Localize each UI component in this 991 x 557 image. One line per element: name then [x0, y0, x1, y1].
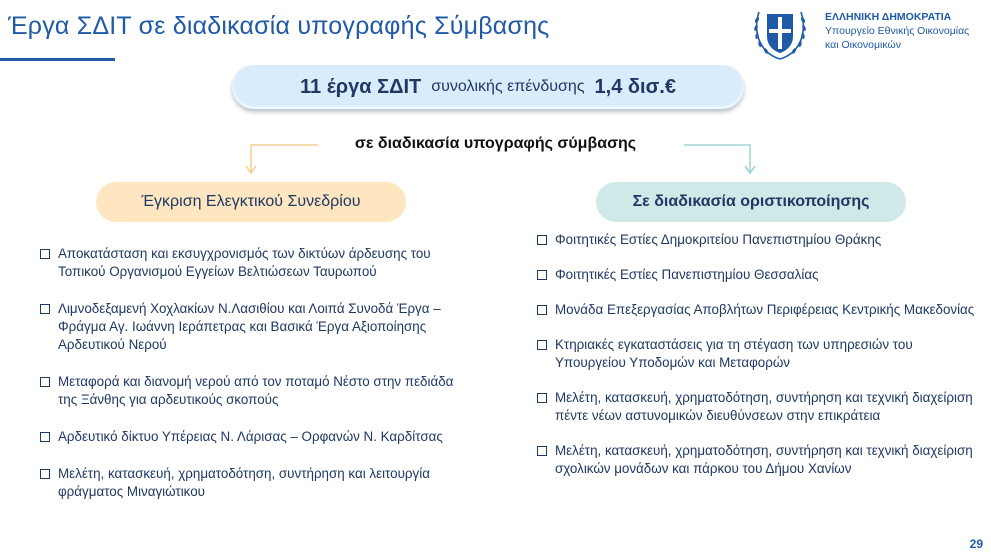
list-item-text: Αποκατάσταση και εκσυγχρονισμός των δικτύων άρδευσης του Τοπικού Οργανισμού Εγγείων Βελτιώσεων Ταυρωπού [58, 246, 431, 279]
checkbox-bullet-icon [537, 393, 547, 403]
right-connector-arrow [684, 145, 755, 173]
list-item [537, 231, 977, 249]
list-item [40, 428, 460, 446]
list-item-text: Μελέτη, κατασκευή, χρηματοδότηση, συντήρηση και λειτουργία φράγματος Μιναγιώτικου [58, 466, 430, 499]
finalization-project-list [537, 231, 977, 495]
checkbox-bullet-icon [40, 304, 50, 314]
list-item-text: Μελέτη, κατασκευή, χρηματοδότηση, συντήρηση και τεχνική διαχείριση πέντε νέων αστυνομικών διευθύνσεων στην επικράτεια [555, 390, 973, 423]
checkbox-bullet-icon [40, 377, 50, 387]
list-item-text: Φοιτητικές Εστίες Δημοκριτείου Πανεπιστημίου Θράκης [555, 232, 882, 247]
list-item-text: Λιμνοδεξαμενή Χοχλακίων Ν.Λασιθίου και Λοιπά Συνοδά Έργα – Φράγμα Αγ. Ιωάννη Ιεράπετρας και Βασικά Έργα Αξιοποίησης Αρδευτικού Νερού [58, 301, 441, 352]
list-item-text: Αρδευτικό δίκτυο Υπέρειας Ν. Λάρισας – Ορφανών Ν. Καρδίτσας [58, 429, 443, 444]
checkbox-bullet-icon [40, 432, 50, 442]
list-item [40, 465, 460, 501]
list-item [40, 300, 460, 354]
page-number: 29 [969, 537, 983, 551]
checkbox-bullet-icon [40, 249, 50, 259]
list-item [40, 373, 460, 409]
banner-amount: 1,4 δισ.€ [594, 75, 676, 98]
page-title: Έργα ΣΔΙΤ σε διαδικασία υπογραφής Σύμβασης [8, 12, 550, 40]
banner-count: 11 έργα ΣΔΙΤ [300, 75, 422, 98]
list-item-text: Μεταφορά και διανομή νερού από τον ποταμό Νέστο στην πεδιάδα της Ξάνθης για αρδευτικούς σκοπούς [58, 374, 454, 407]
left-connector-arrow [246, 145, 318, 173]
approval-heading-pill: Έγκριση Ελεγκτικού Συνεδρίου [96, 182, 406, 222]
list-item [40, 245, 460, 281]
list-item-text: Μονάδα Επεξεργασίας Αποβλήτων Περιφέρειας Κεντρικής Μακεδονίας [555, 302, 975, 317]
ministry-line-2: Υπουργείο Εθνικής Οικονομίας [825, 25, 970, 37]
list-item-text: Μελέτη, κατασκευή, χρηματοδότηση, συντήρηση και τεχνική διαχείριση σχολικών μονάδων και πάρκου του Δήμου Χανίων [555, 443, 973, 476]
checkbox-bullet-icon [537, 270, 547, 280]
ministry-line-1: ΕΛΛΗΝΙΚΗ ΔΗΜΟΚΡΑΤΙΑ [825, 11, 952, 23]
banner-middle: συνολικής επένδυσης [431, 78, 585, 95]
list-item [537, 301, 977, 319]
list-item [537, 266, 977, 284]
list-item [537, 442, 977, 478]
list-item-text: Φοιτητικές Εστίες Πανεπιστημίου Θεσσαλίας [555, 267, 819, 282]
list-item [537, 336, 977, 372]
section-subtitle: σε διαδικασία υπογραφής σύμβασης [354, 135, 637, 152]
ministry-line-3: και Οικονομικών [825, 39, 901, 51]
finalization-heading-pill: Σε διαδικασία οριστικοποίησης [596, 182, 906, 222]
checkbox-bullet-icon [40, 469, 50, 479]
checkbox-bullet-icon [537, 340, 547, 350]
checkbox-bullet-icon [537, 446, 547, 456]
list-item-text: Κτηριακές εγκαταστάσεις για τη στέγαση των υπηρεσιών του Υπουργείου Υποδομών και Μεταφορών [555, 337, 913, 370]
list-item [537, 389, 977, 425]
approval-project-list [40, 245, 460, 520]
checkbox-bullet-icon [537, 235, 547, 245]
checkbox-bullet-icon [537, 305, 547, 315]
